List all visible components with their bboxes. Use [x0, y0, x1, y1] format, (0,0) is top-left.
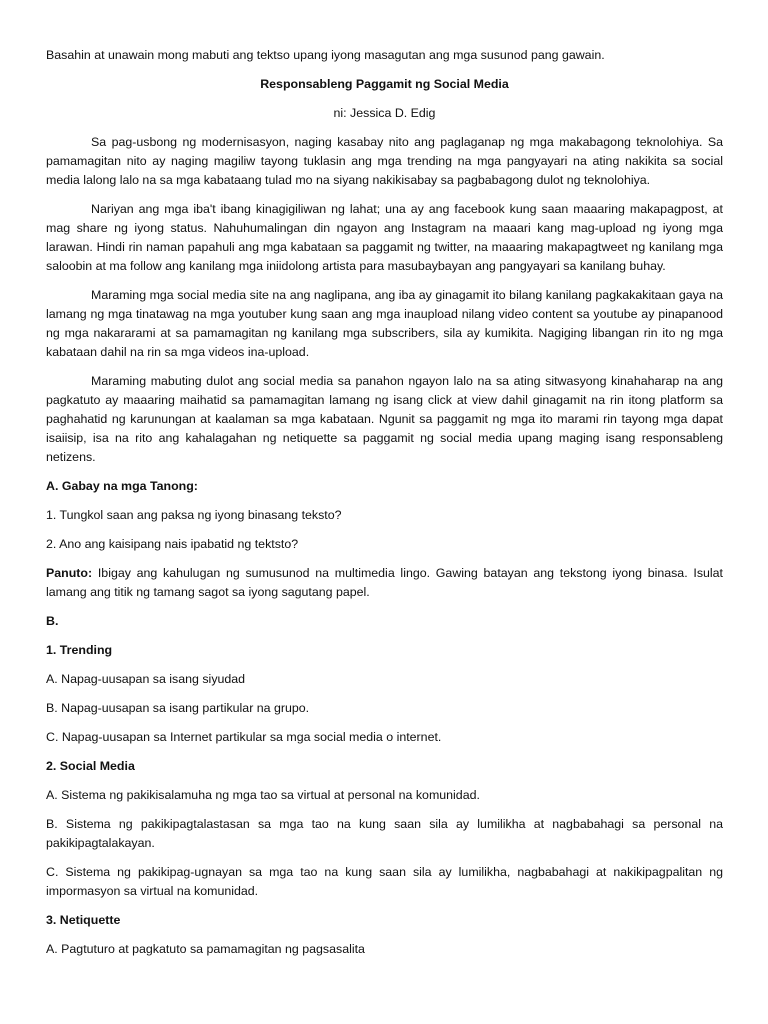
term-heading: 2. Social Media — [46, 759, 135, 773]
guide-question: 1. Tungkol saan ang paksa ng iyong binasang teksto? — [46, 508, 342, 522]
answer-choice: B. Sistema ng pakikipagtalastasan sa mga tao na kung saan sila ay lumilikha at nagbabahagi sa personal na pakikipagtalakayan. — [46, 817, 723, 850]
guide-question: 2. Ano ang kaisipang nais ipabatid ng tektsto? — [46, 537, 299, 551]
answer-choice: C. Sistema ng pakikipag-ugnayan sa mga tao na kung saan sila ay lumilikha, nagbabahagi at nakikipagpalitan ng impormasyon sa virtual na komunidad. — [46, 865, 723, 898]
article-author: ni: Jessica D. Edig — [333, 106, 436, 120]
term-heading: 1. Trending — [46, 643, 113, 657]
section-b-heading: B. — [46, 614, 59, 628]
article-paragraph: Maraming mabuting dulot ang social media sa panahon ngayon lalo na sa ating sitwasyong kinahaharap na ang pagkatuto ay maaaring maihatid sa pamamagitan lamang ng isang click at view dahil ginagamit na rin itong platform sa paghahatid ng karunungan at kaalaman sa mga kabataan. Ngunit sa paggamit ng mga ito marami rin tayong mga dapat isaiisip, isa na rito ang kahalagahan ng netiquette sa paggamit ng social media upang maging isang responsableng netizens. — [46, 374, 723, 464]
document-page — [46, 46, 723, 959]
answer-choice: A. Sistema ng pakikisalamuha ng mga tao sa virtual at personal na komunidad. — [46, 788, 480, 802]
article-paragraph: Sa pag-usbong ng modernisasyon, naging kasabay nito ang paglaganap ng mga makabagong teknolohiya. Sa pamamagitan nito ay naging magiliw tayong tuklasin ang mga trending na mga pangyayari na ating nakikita sa social media lalong lalo na sa mga kabataang tulad mo na siyang nakikisabay sa pagbabagong dulot ng teknolohiya. — [46, 135, 723, 187]
section-a-heading: A. Gabay na mga Tanong: — [46, 479, 198, 493]
panuto-text: Ibigay ang kahulugan ng sumusunod na multimedia lingo. Gawing batayan ang tekstong iyong binasa. Isulat lamang ang titik ng tamang sagot sa iyong sagutang papel. — [46, 566, 723, 599]
intro-instruction: Basahin at unawain mong mabuti ang tektso upang iyong masagutan ang mga susunod pang gawain. — [46, 48, 605, 62]
answer-choice: A. Pagtuturo at pagkatuto sa pamamagitan ng pagsasalita — [46, 942, 365, 956]
article-title: Responsableng Paggamit ng Social Media — [260, 77, 509, 91]
term-heading: 3. Netiquette — [46, 913, 121, 927]
panuto-label: Panuto: — [46, 566, 93, 580]
article-paragraph: Maraming mga social media site na ang naglipana, ang iba ay ginagamit ito bilang kanilang pagkakakitaan gaya na lamang ng mga tinatawag na mga youtuber kung saan ang mga inaupload nilang video content sa youtube ay pinapanood ng mga nakararami at sa pamamagitan ng kanilang mga subscribers, sila ay kumikita. Nagiging libangan rin ito ng mga kabataan dahil na rin sa mga videos ina-upload. — [46, 288, 723, 359]
answer-choice: B. Napag-uusapan sa isang partikular na grupo. — [46, 701, 310, 715]
panuto-instruction — [46, 564, 723, 602]
answer-choice: C. Napag-uusapan sa Internet partikular sa mga social media o internet. — [46, 730, 442, 744]
article-paragraph: Nariyan ang mga iba't ibang kinagigiliwan ng lahat; una ay ang facebook kung saan maaaring makapagpost, at mag share ng iyong status. Nahuhumalingan din ngayon ang Instagram na maaari kang mag-upload ng iyong mga larawan. Hindi rin naman papahuli ang mga kabataan sa paggamit ng twitter, na maaaring makapagtweet ng kanilang mga saloobin at ma follow ang kanilang mga iniidolong artista para masubaybayan ang pangyayari sa kanilang buhay. — [46, 202, 723, 273]
answer-choice: A. Napag-uusapan sa isang siyudad — [46, 672, 246, 686]
